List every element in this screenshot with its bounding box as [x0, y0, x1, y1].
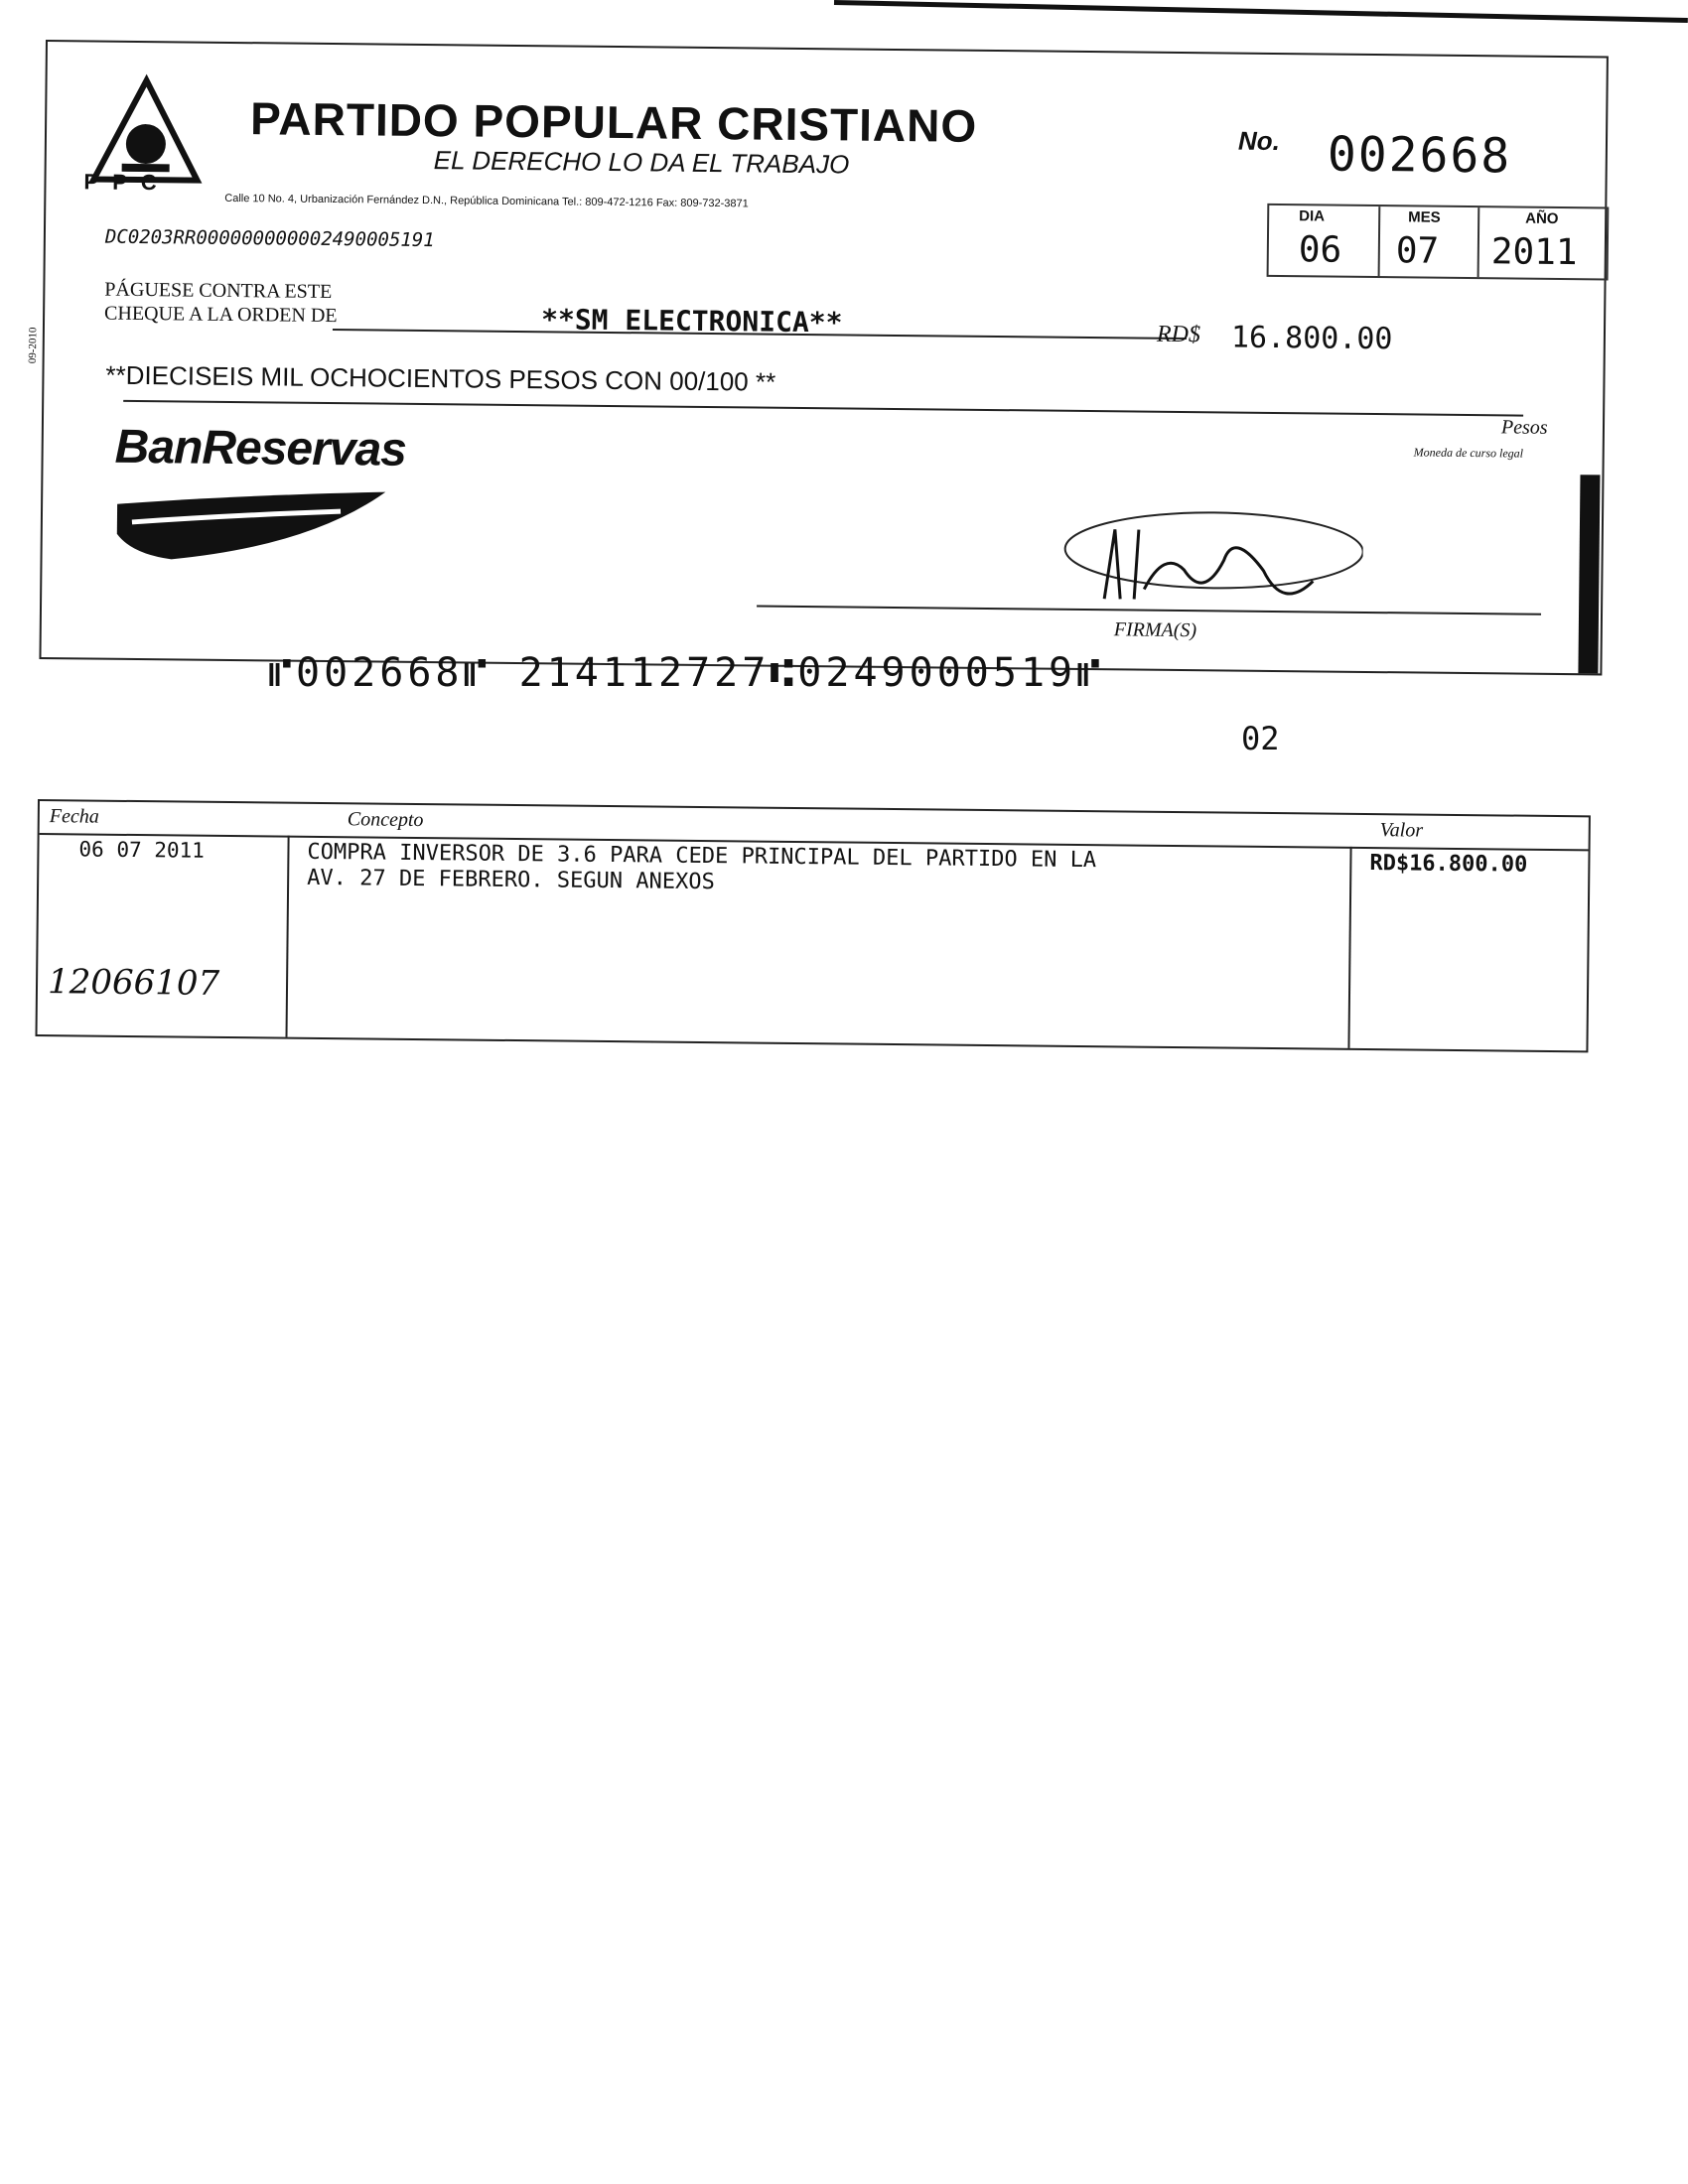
date-day-label: DIA: [1299, 207, 1326, 225]
account-ref: DC0203RR000000000002490005191: [104, 225, 435, 252]
check: [26, 40, 1608, 675]
pay-to-label-2: CHEQUE A LA ORDEN DE: [104, 302, 338, 328]
pesos-label: Pesos: [1500, 416, 1548, 439]
concepto-line-2: AV. 27 DE FEBRERO. SEGUN ANEXOS: [307, 865, 715, 895]
bank-logo-swoosh: [111, 484, 390, 567]
pay-to-label-1: PÁGUESE CONTRA ESTE: [104, 278, 333, 304]
micr-line: ⑈002668⑈ 214112727⑆0249000519⑈: [268, 650, 1105, 696]
legal-tender-label: Moneda de curso legal: [1413, 445, 1524, 461]
amount-in-words: **DIECISEIS MIL OCHOCIENTOS PESOS CON 00/100 **: [105, 359, 776, 397]
signature-label: FIRMA(S): [1113, 618, 1197, 642]
date-year-cell: [1477, 207, 1606, 278]
stub-valor: RD$16.800.00: [1369, 851, 1528, 878]
date-year: 2011: [1490, 231, 1578, 274]
side-code: 09-2010: [26, 327, 40, 364]
top-edge-line: [834, 0, 1688, 23]
amount-words-line: [123, 400, 1523, 417]
date-month-label: MES: [1408, 208, 1441, 226]
handwritten-number: 12066107: [47, 962, 220, 1004]
valor-header: Valor: [1379, 819, 1424, 842]
concepto-line-1: COMPRA INVERSOR DE 3.6 PARA CEDE PRINCIPAL DEL PARTIDO EN LA: [307, 839, 1097, 874]
stub-fecha: 06 07 2011: [78, 837, 206, 863]
micr-tail: 02: [1241, 720, 1280, 757]
concepto-column: [286, 836, 1352, 1048]
date-day-cell: [1269, 205, 1381, 276]
check-number-label: No.: [1237, 125, 1281, 157]
bank-name: BanReservas: [114, 420, 407, 477]
check-number: 002668: [1327, 126, 1512, 185]
currency-label: RD$: [1156, 321, 1201, 348]
check-stub: [35, 799, 1590, 1052]
signature: [1035, 488, 1363, 620]
black-edge-bar: [1578, 475, 1600, 673]
date-month-cell: [1378, 206, 1480, 277]
payee: **SM ELECTRONICA**: [540, 303, 843, 340]
party-motto: EL DERECHO LO DA EL TRABAJO: [433, 145, 850, 180]
concepto-header: Concepto: [347, 808, 424, 832]
valor-column: [1347, 847, 1588, 1051]
date-box: [1267, 204, 1610, 281]
party-address: Calle 10 No. 4, Urbanización Fernández D.N., República Dominicana Tel.: 809-472-1216 Fax: 809-732-3871: [224, 192, 749, 210]
date-year-label: AÑO: [1525, 209, 1559, 227]
amount: 16.800.00: [1230, 320, 1393, 357]
date-day: 06: [1298, 229, 1342, 271]
fecha-header: Fecha: [49, 805, 99, 828]
fecha-column: [38, 833, 290, 1037]
date-month: 07: [1395, 230, 1440, 272]
party-initials: PPC: [83, 169, 171, 196]
party-name: PARTIDO POPULAR CRISTIANO: [249, 92, 978, 152]
